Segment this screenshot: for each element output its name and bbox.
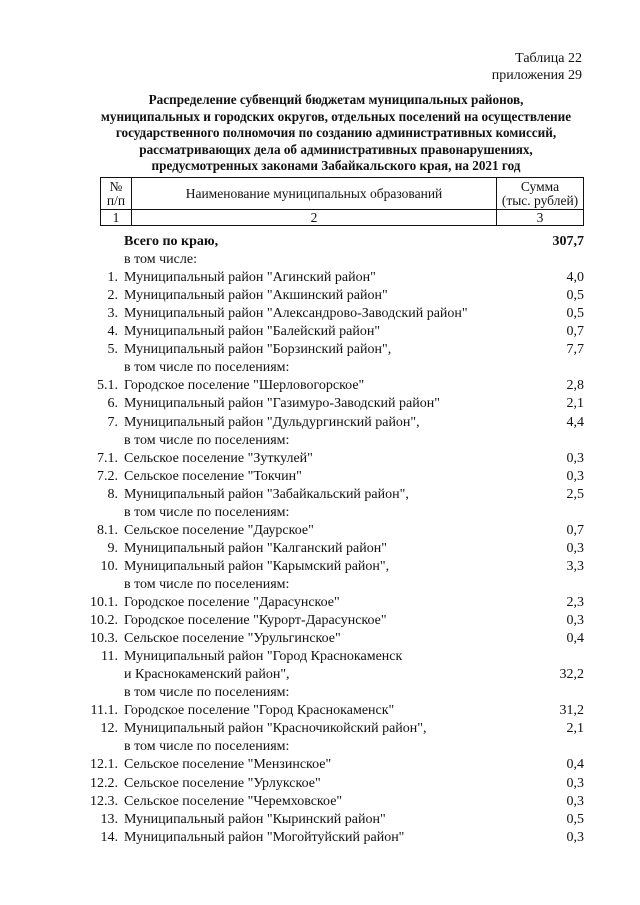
table-row <box>0 486 640 504</box>
table-row <box>0 377 640 395</box>
table-row <box>0 684 640 702</box>
table-header <box>100 177 584 226</box>
header-number-col <box>101 178 132 210</box>
table-row <box>0 341 640 359</box>
row-amount: 0,3 <box>566 613 584 628</box>
row-amount: 2,8 <box>566 378 584 393</box>
row-number: 1. <box>107 270 118 285</box>
row-name: Сельское поселение "Токчин" <box>124 469 302 484</box>
table-row <box>0 829 640 847</box>
row-number: 10.2. <box>90 613 118 628</box>
row-name: Сельское поселение "Даурское" <box>124 523 314 538</box>
row-name: Всего по краю, <box>124 234 219 249</box>
table-row <box>0 666 640 684</box>
row-name: Городское поселение "Дарасунское" <box>124 595 340 610</box>
table-row <box>0 630 640 648</box>
row-name: Муниципальный район "Могойтуйский район" <box>124 830 405 845</box>
row-name: Сельское поселение "Урлукское" <box>124 776 321 791</box>
table-row <box>0 811 640 829</box>
row-number: 4. <box>107 324 118 339</box>
row-number: 14. <box>100 830 118 845</box>
row-number: 7.1. <box>97 451 118 466</box>
row-number: 11.1. <box>90 703 118 718</box>
row-name: Сельское поселение "Мензинское" <box>124 757 332 772</box>
header-name-col: Наименование муниципальных образований <box>132 178 497 210</box>
row-name: Городское поселение "Курорт-Дарасунское" <box>124 613 387 628</box>
row-number: 10.1. <box>90 595 118 610</box>
title-line: государственного полномочия по созданию административных комиссий, <box>115 125 557 140</box>
table-row <box>0 323 640 341</box>
row-name: в том числе по поселениям: <box>124 739 290 754</box>
table-row <box>0 756 640 774</box>
title-line: Распределение субвенций бюджетам муниципальных районов, <box>148 92 524 107</box>
row-number: 3. <box>107 306 118 321</box>
row-name: Муниципальный район "Акшинский район" <box>124 288 388 303</box>
table-row <box>0 576 640 594</box>
row-name: Муниципальный район "Газимуро-Заводский район" <box>124 396 440 411</box>
row-amount: 2,5 <box>566 487 584 502</box>
table-row <box>0 414 640 432</box>
row-amount: 0,3 <box>566 830 584 845</box>
document-title <box>86 92 586 175</box>
table-row <box>0 738 640 756</box>
header-index-3: 3 <box>497 210 584 226</box>
row-name: Муниципальный район "Кыринский район" <box>124 812 386 827</box>
header-sum-col <box>497 178 584 210</box>
row-amount: 3,3 <box>566 559 584 574</box>
row-number: 12.3. <box>90 794 118 809</box>
row-amount: 307,7 <box>552 234 584 249</box>
row-amount: 2,3 <box>566 595 584 610</box>
table-row <box>0 305 640 323</box>
row-amount: 2,1 <box>566 721 584 736</box>
row-amount: 0,3 <box>566 541 584 556</box>
row-number: 11. <box>101 649 118 664</box>
row-name: Муниципальный район "Балейский район" <box>124 324 381 339</box>
table-number: Таблица 22 <box>515 51 582 66</box>
table-row <box>0 775 640 793</box>
table-row <box>0 793 640 811</box>
row-amount: 0,3 <box>566 469 584 484</box>
title-line: рассматривающих дела об административных правонарушениях, <box>139 141 533 157</box>
row-amount: 0,5 <box>566 812 584 827</box>
table-row <box>0 720 640 738</box>
table-row <box>0 287 640 305</box>
row-name: в том числе: <box>124 252 197 267</box>
row-name: в том числе по поселениям: <box>124 685 290 700</box>
row-amount: 7,7 <box>566 342 584 357</box>
row-amount: 4,0 <box>566 270 584 285</box>
row-number: 9. <box>107 541 118 556</box>
table-row <box>0 395 640 413</box>
row-name: Городское поселение "Шерловогорское" <box>124 378 365 393</box>
table-row <box>0 612 640 630</box>
row-number: 12.2. <box>90 776 118 791</box>
row-name: в том числе по поселениям: <box>124 505 290 520</box>
row-name: Сельское поселение "Урульгинское" <box>124 631 341 646</box>
row-amount: 0,3 <box>566 451 584 466</box>
row-amount: 0,5 <box>566 288 584 303</box>
row-name: Муниципальный район "Город Краснокаменск <box>124 649 403 664</box>
row-number: 12. <box>100 721 118 736</box>
row-name: и Краснокаменский район", <box>124 667 290 682</box>
row-number: 8.1. <box>97 523 118 538</box>
title-line: предусмотренных законами Забайкальского края, на 2021 год <box>151 158 521 173</box>
table-row <box>0 359 640 377</box>
table-row <box>0 504 640 522</box>
table-row <box>0 450 640 468</box>
row-amount: 0,3 <box>566 776 584 791</box>
row-amount: 0,7 <box>566 324 584 339</box>
table-row <box>0 702 640 720</box>
row-number: 6. <box>107 396 118 411</box>
row-amount: 0,5 <box>566 306 584 321</box>
header-number-label: № п/п <box>106 178 126 208</box>
row-name: в том числе по поселениям: <box>124 433 290 448</box>
table-row <box>0 468 640 486</box>
table-row <box>0 251 640 269</box>
row-amount: 0,4 <box>566 631 584 646</box>
row-number: 8. <box>107 487 118 502</box>
row-amount: 4,4 <box>566 415 584 430</box>
row-amount: 0,4 <box>566 757 584 772</box>
row-name: Городское поселение "Город Краснокаменск" <box>124 703 395 718</box>
row-name: Муниципальный район "Александрово-Заводский район" <box>124 306 468 321</box>
row-number: 7.2. <box>97 469 118 484</box>
row-number: 7. <box>107 415 118 430</box>
row-number: 10. <box>100 559 118 574</box>
row-amount: 2,1 <box>566 396 584 411</box>
row-name: Сельское поселение "Зуткулей" <box>124 451 313 466</box>
table-row <box>0 432 640 450</box>
row-number: 13. <box>100 812 118 827</box>
row-name: Муниципальный район "Борзинский район", <box>124 342 392 357</box>
row-number: 12.1. <box>90 757 118 772</box>
row-name: в том числе по поселениям: <box>124 577 290 592</box>
table-row <box>0 522 640 540</box>
row-amount: 0,3 <box>566 794 584 809</box>
row-name: Муниципальный район "Калганский район" <box>124 541 387 556</box>
table-row <box>0 540 640 558</box>
title-line: муниципальных и городских округов, отдельных поселений на осуществление <box>100 108 572 124</box>
row-name: Муниципальный район "Дульдургинский район", <box>124 415 420 430</box>
row-amount: 32,2 <box>559 667 584 682</box>
row-amount: 0,7 <box>566 523 584 538</box>
row-name: Сельское поселение "Черемховское" <box>124 794 343 809</box>
row-number: 10.3. <box>90 631 118 646</box>
row-name: в том числе по поселениям: <box>124 360 290 375</box>
row-name: Муниципальный район "Красночикойский район", <box>124 721 427 736</box>
row-number: 2. <box>107 288 118 303</box>
table-row <box>0 269 640 287</box>
row-number: 5.1. <box>97 378 118 393</box>
header-index-2: 2 <box>132 210 497 226</box>
table-row <box>0 558 640 576</box>
row-name: Муниципальный район "Забайкальский район", <box>124 487 409 502</box>
header-index-1: 1 <box>101 210 132 226</box>
row-name: Муниципальный район "Карымский район", <box>124 559 390 574</box>
row-amount: 31,2 <box>559 703 584 718</box>
table-row <box>0 233 640 251</box>
table-row <box>0 648 640 666</box>
table-row <box>0 594 640 612</box>
row-number: 5. <box>107 342 118 357</box>
table-reference <box>492 50 582 84</box>
header-sum-label: Сумма (тыс. рублей) <box>501 178 579 208</box>
appendix-number: приложения 29 <box>491 68 582 83</box>
row-name: Муниципальный район "Агинский район" <box>124 270 376 285</box>
